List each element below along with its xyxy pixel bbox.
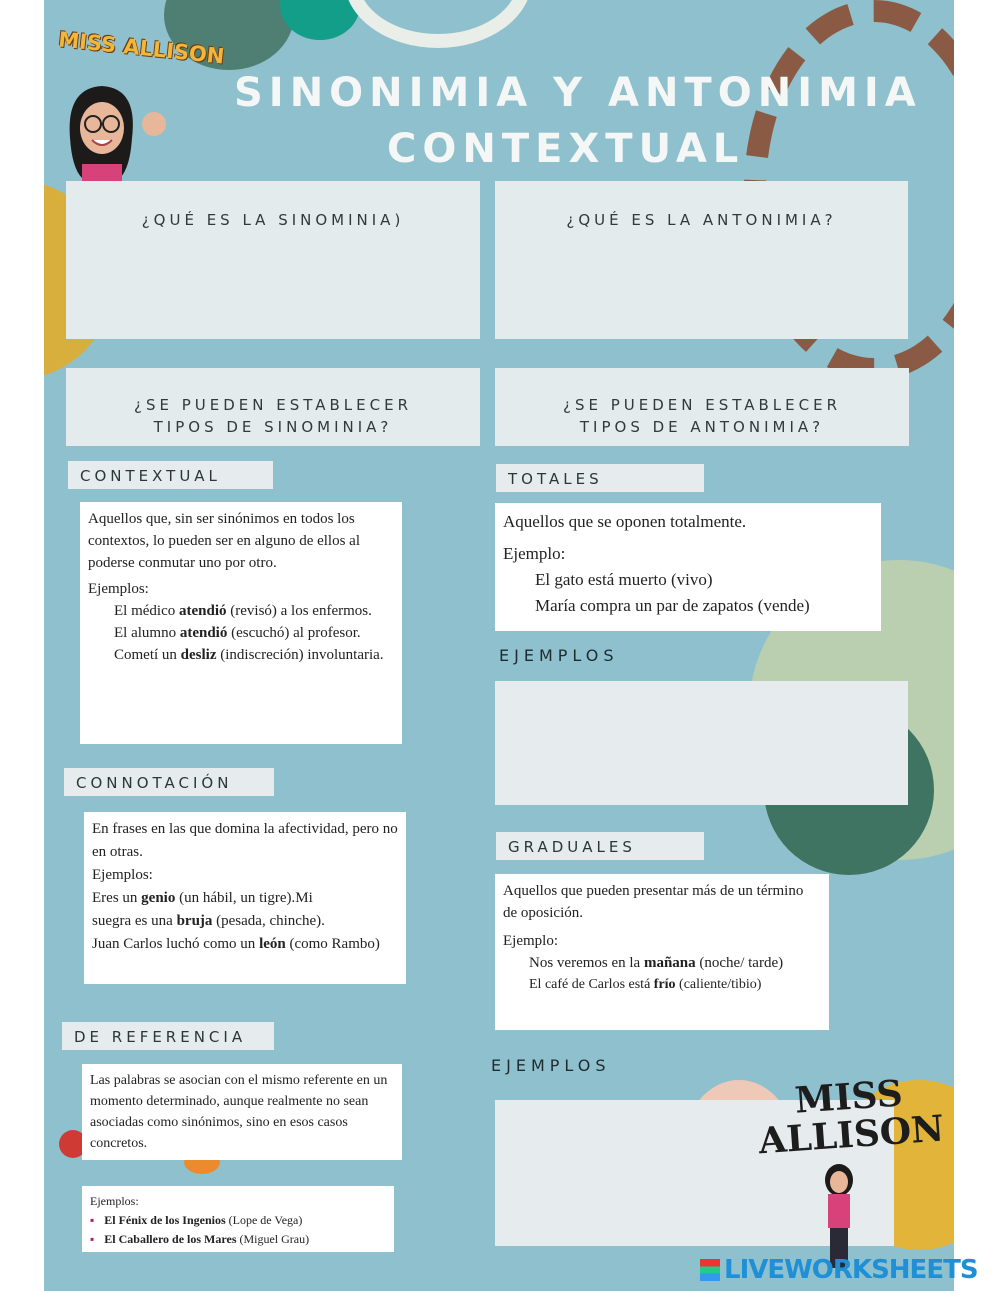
- card-contextual: [80, 502, 402, 744]
- label-graduales: GRADUALES: [496, 832, 704, 860]
- answer-box-ejemplos-1[interactable]: [495, 681, 908, 805]
- question-tipos-antonimia-line2: TIPOS DE ANTONIMIA?: [579, 418, 825, 436]
- card-de-referencia: [82, 1064, 402, 1160]
- graduales-definition: Aquellos que pueden presentar más de un término de oposición.: [503, 883, 804, 921]
- connotacion-example-1: Eres un genio (un hábil, un tigre).Mi: [92, 890, 313, 906]
- waving-hand-icon: [142, 112, 166, 136]
- connotacion-examples-label: Ejemplos:: [92, 867, 153, 883]
- contextual-example-1: El médico atendió (revisó) a los enfermos.: [114, 603, 372, 619]
- card-referencia-ejemplos: [82, 1186, 394, 1252]
- question-box-antonimia[interactable]: [495, 181, 908, 339]
- page-title-line1: SINONIMIA Y ANTONIMIA: [234, 70, 922, 116]
- avatar-bottom: [814, 1160, 864, 1270]
- brand-logo-top: MISS ALLISON: [57, 27, 226, 69]
- label-ejemplos-1: EJEMPLOS: [499, 646, 619, 665]
- question-box-tipos-antonimia[interactable]: [495, 368, 909, 446]
- question-tipos-sinonimia-line1: ¿SE PUEDEN ESTABLECER: [133, 396, 412, 414]
- graduales-example-1: Nos veremos en la mañana (noche/ tarde): [529, 955, 784, 971]
- contextual-definition: Aquellos que, sin ser sinónimos en todos los contextos, lo pueden ser en alguno de ellos al poderse conmutar uno por otro.: [88, 511, 361, 571]
- label-connotacion: CONNOTACIÓN: [64, 768, 274, 796]
- connotacion-definition: En frases en las que domina la afectividad, pero no en otras.: [92, 821, 398, 860]
- totales-example-2: María compra un par de zapatos (vende): [535, 596, 810, 615]
- connotacion-example-3: Juan Carlos luchó como un león (como Rambo): [92, 936, 380, 952]
- label-de-referencia: DE REFERENCIA: [62, 1022, 274, 1050]
- card-totales: [495, 503, 881, 631]
- totales-example-1: El gato está muerto (vivo): [535, 570, 713, 589]
- question-tipos-sinonimia-line2: TIPOS DE SINOMINIA?: [153, 418, 393, 436]
- question-box-tipos-sinonimia[interactable]: [66, 368, 480, 446]
- referencia-definition: Las palabras se asocian con el mismo referente en un momento determinado, aunque realmente no sean asociadas como sinónimos, sino en esos casos concretos.: [90, 1073, 388, 1151]
- liveworksheets-watermark[interactable]: [700, 1255, 978, 1285]
- liveworksheets-logo-icon: [700, 1259, 720, 1281]
- referencia-example-2: ▪ El Caballero de los Mares (Miguel Grau): [90, 1232, 310, 1246]
- referencia-examples-label: Ejemplos:: [90, 1194, 139, 1208]
- contextual-example-3: Cometí un desliz (indiscreción) involuntaria.: [114, 647, 384, 663]
- card-graduales: [495, 874, 829, 1030]
- totales-definition: Aquellos que se oponen totalmente.: [503, 512, 747, 531]
- avatar-top: [60, 78, 144, 186]
- question-box-sinonimia[interactable]: [66, 181, 480, 339]
- page-title-line2: CONTEXTUAL: [387, 126, 745, 172]
- question-tipos-antonimia-line1: ¿SE PUEDEN ESTABLECER: [562, 396, 841, 414]
- decor-pale-ring: [344, 0, 532, 48]
- watermark-text: LIVEWORKSHEETS: [724, 1255, 978, 1285]
- referencia-example-1: ▪ El Fénix de los Ingenios (Lope de Vega): [90, 1213, 303, 1227]
- graduales-example-2: El café de Carlos está frío (caliente/tibio): [529, 977, 762, 992]
- decor-teal-blob: [280, 0, 360, 40]
- worksheet-page: [44, 0, 954, 1291]
- question-antonimia: ¿QUÉ ES LA ANTONIMIA?: [566, 211, 837, 229]
- label-totales: TOTALES: [496, 464, 704, 492]
- contextual-examples-label: Ejemplos:: [88, 581, 149, 597]
- question-sinonimia: ¿QUÉ ES LA SINOMINIA): [141, 211, 405, 229]
- connotacion-example-2: suegra es una bruja (pesada, chinche).: [92, 913, 325, 929]
- brand-logo-bottom: MISS ALLISON: [757, 1072, 946, 1163]
- label-contextual: CONTEXTUAL: [68, 461, 273, 489]
- graduales-example-label: Ejemplo:: [503, 933, 558, 949]
- contextual-example-2: El alumno atendió (escuchó) al profesor.: [114, 625, 361, 641]
- label-ejemplos-2: EJEMPLOS: [491, 1056, 611, 1075]
- card-connotacion: [84, 812, 406, 984]
- totales-example-label: Ejemplo:: [503, 544, 566, 563]
